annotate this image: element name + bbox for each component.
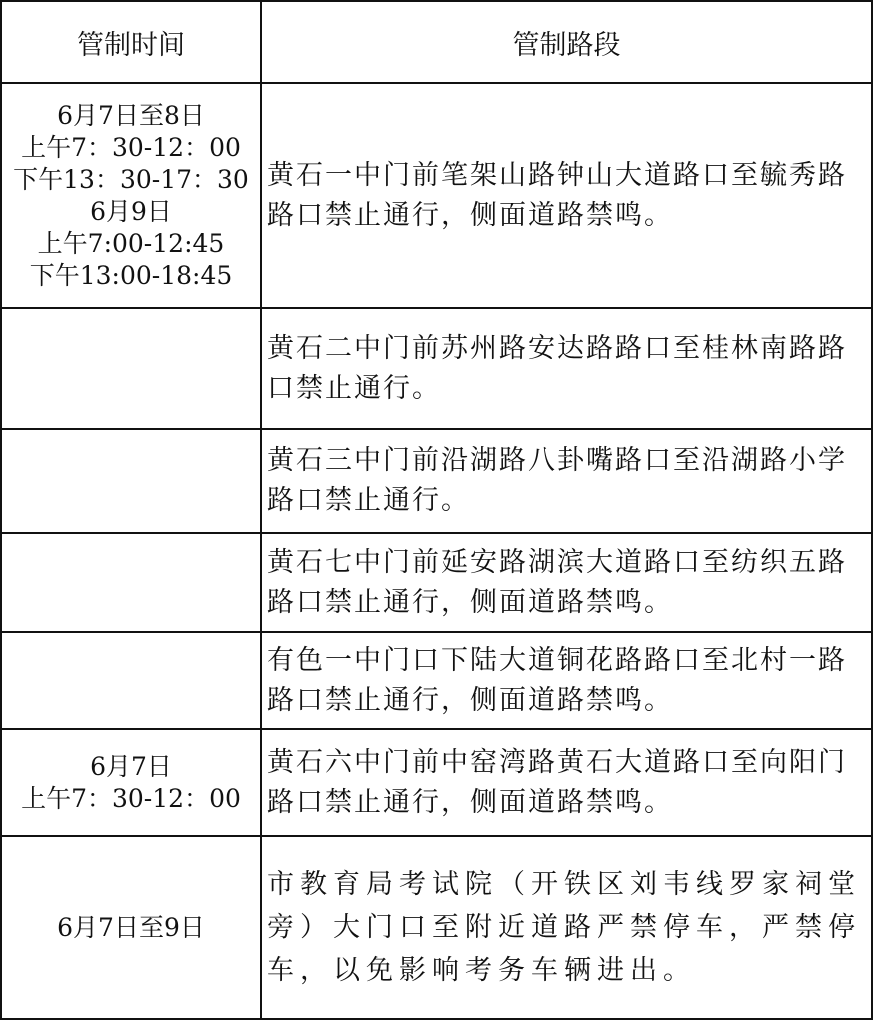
road-cell-row-4 [262, 534, 873, 633]
time-cell-row-7 [0, 837, 262, 1020]
time-cell-row-1 [0, 84, 262, 309]
time-line: 下午13:00-18:45 [29, 260, 233, 290]
time-line: 6月9日 [90, 196, 172, 226]
time-line: 6月7日至8日 [57, 100, 205, 130]
road-text: 黄石七中门前延安路湖滨大道路口至纺织五路路口禁止通行，侧面道路禁鸣。 [267, 546, 847, 618]
header-control-time: 管制时间 [0, 0, 262, 84]
road-cell-row-6 [262, 730, 873, 837]
time-line: 上午7：30-12：00 [21, 132, 241, 162]
road-text: 黄石六中门前中窑湾路黄石大道路口至向阳门路口禁止通行，侧面道路禁鸣。 [267, 746, 847, 818]
time-line: 6月7日 [90, 751, 172, 781]
road-cell-row-7 [262, 837, 873, 1020]
road-text: 市教育局考试院（开铁区刘韦线罗家祠堂旁）大门口至附近道路严禁停车，严禁停车，以免影响考务车辆进出。 [267, 869, 861, 986]
road-cell-row-3 [262, 430, 873, 534]
header-control-road: 管制路段 [262, 0, 873, 84]
time-cell-row-3 [0, 430, 262, 534]
time-line: 上午7：30-12：00 [21, 783, 241, 813]
road-cell-row-2 [262, 309, 873, 430]
time-line: 下午13：30-17：30 [13, 164, 249, 194]
road-text: 黄石一中门前笔架山路钟山大道路口至毓秀路路口禁止通行，侧面道路禁鸣。 [267, 159, 847, 231]
time-line: 6月7日至9日 [57, 912, 205, 942]
road-cell-row-1 [262, 84, 873, 309]
time-cell-row-5 [0, 633, 262, 730]
time-cell-row-4 [0, 534, 262, 633]
time-cell-row-6 [0, 730, 262, 837]
road-text: 有色一中门口下陆大道铜花路路口至北村一路路口禁止通行，侧面道路禁鸣。 [267, 644, 847, 716]
road-text: 黄石二中门前苏州路安达路路口至桂林南路路口禁止通行。 [267, 332, 847, 404]
time-line: 上午7:00-12:45 [37, 228, 225, 258]
road-text: 黄石三中门前沿湖路八卦嘴路口至沿湖路小学路口禁止通行。 [267, 445, 847, 516]
time-cell-row-2 [0, 309, 262, 430]
road-cell-row-5 [262, 633, 873, 730]
